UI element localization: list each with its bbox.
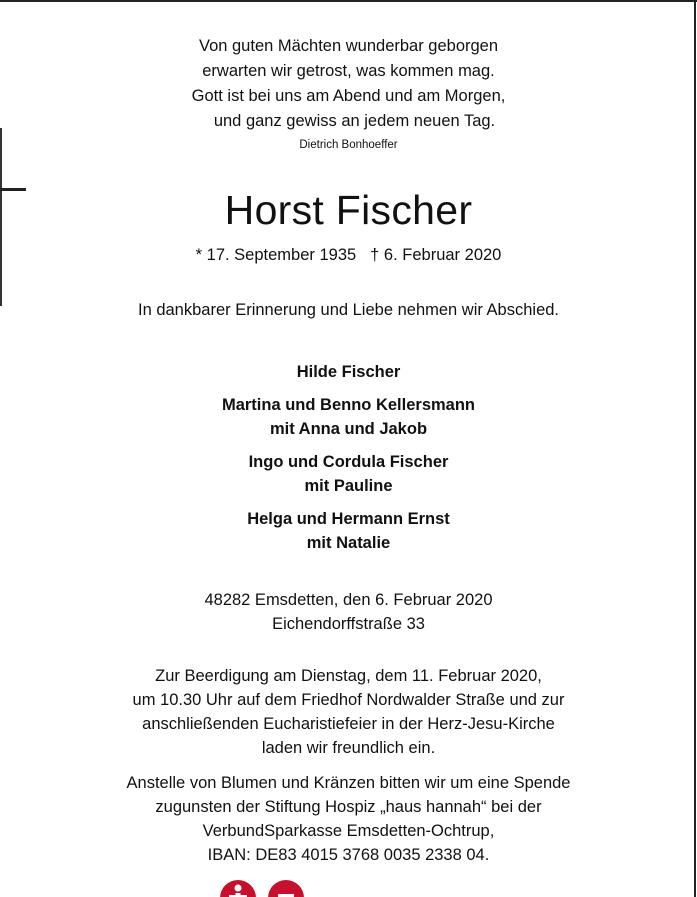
- deceased-name: Horst Fischer: [224, 187, 473, 233]
- funeral-line: um 10.30 Uhr auf dem Friedhof Nordwalder Straße und zur: [132, 691, 565, 709]
- street-address: Eichendorffstraße 33: [272, 615, 425, 633]
- sparkasse-logo-icon: [220, 880, 256, 897]
- mourner-line: Ingo und Cordula Fischer: [248, 453, 449, 471]
- mourner-line: Martina und Benno Kellersmann: [221, 396, 476, 414]
- mourner-line: mit Pauline: [304, 477, 393, 495]
- funeral-line: Zur Beerdigung am Dienstag, dem 11. Februar 2020,: [155, 667, 542, 685]
- donation-info: [0, 771, 697, 867]
- poem-line: und ganz gewiss an jedem neuen Tag.: [213, 112, 496, 130]
- poem-line: erwarten wir getrost, was kommen mag.: [202, 62, 495, 80]
- donation-line: Anstelle von Blumen und Kränzen bitten wir um eine Spende: [126, 774, 571, 792]
- donation-line: IBAN: DE83 4015 3768 0035 2338 04.: [207, 846, 490, 864]
- mourner-group: [0, 393, 697, 441]
- poem-line: Gott ist bei uns am Abend und am Morgen,: [191, 87, 506, 105]
- place-and-address: [0, 588, 697, 636]
- mourners-list: [0, 360, 697, 564]
- mourner-group: [0, 450, 697, 498]
- birth-date: * 17. September 1935: [195, 246, 357, 264]
- farewell-text: In dankbarer Erinnerung und Liebe nehmen wir Abschied.: [137, 301, 560, 319]
- death-date: † 6. Februar 2020: [370, 246, 502, 264]
- donation-line: zugunsten der Stiftung Hospiz „haus hannah“ bei der: [155, 798, 542, 816]
- logo-row: [220, 880, 320, 897]
- life-dates: [0, 244, 697, 266]
- mourner-line: Hilde Fischer: [296, 363, 401, 381]
- funeral-line: anschließenden Eucharistiefeier in der Herz-Jesu-Kirche: [142, 715, 555, 733]
- city-date: 48282 Emsdetten, den 6. Februar 2020: [204, 591, 493, 609]
- red-circle-logo-icon: [268, 880, 304, 897]
- mourner-line: Helga und Hermann Ernst: [247, 510, 450, 528]
- donation-line: VerbundSparkasse Emsdetten-Ochtrup,: [202, 822, 495, 840]
- mourner-line: mit Natalie: [306, 534, 391, 552]
- mourner-group: [0, 507, 697, 555]
- funeral-line: laden wir freundlich ein.: [261, 739, 436, 757]
- mourner-group: [0, 360, 697, 384]
- frame-top-border: [0, 0, 697, 2]
- poem-line: Von guten Mächten wunderbar geborgen: [198, 37, 499, 55]
- poem-author: Dietrich Bonhoeffer: [299, 139, 398, 151]
- mourner-line: mit Anna und Jakob: [269, 420, 428, 438]
- poem: [0, 34, 697, 154]
- funeral-info: [0, 664, 697, 760]
